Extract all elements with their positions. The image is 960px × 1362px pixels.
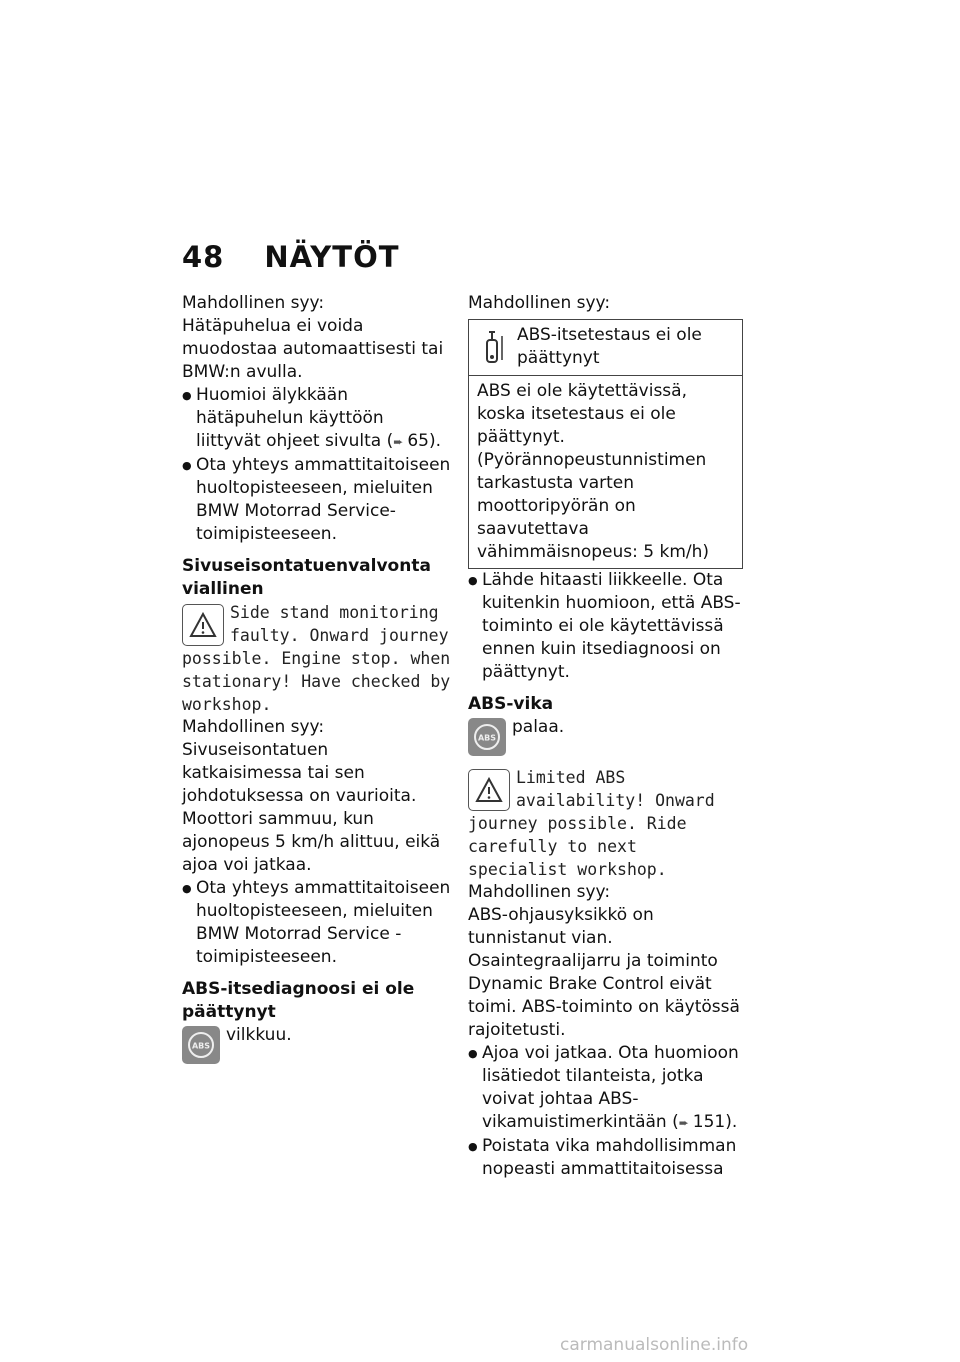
bullet-list	[468, 569, 743, 684]
list-item: ● Lähde hitaasti liikkeelle. Ota kuitenkin huomioon, että ABS-toiminto ei ole käytettävissä ennen kuin itsediagnoosi on päättynyt.	[468, 569, 743, 684]
cause-label: Mahdollinen syy:	[182, 293, 325, 313]
watermark: carmanualsonline.info	[560, 1335, 749, 1355]
page-header	[182, 240, 400, 274]
indicator-state: vilkkuu.	[226, 1025, 292, 1045]
display-message: Side stand monitoring faulty. Onward journey possible. Engine stop. when stationary! Have checked by workshop.	[182, 603, 451, 714]
svg-text:ABS: ABS	[191, 1041, 211, 1051]
svg-text:ABS: ABS	[477, 733, 497, 743]
bullet-list	[182, 877, 452, 969]
list-item: ● Ajoa voi jatkaa. Ota huomioon lisätiedot tilanteista, jotka voivat johtaa ABS-vikamuistimerkintään (➨ 151).	[468, 1042, 743, 1135]
indicator-state: palaa.	[512, 717, 565, 737]
tire-pressure-icon	[481, 328, 507, 371]
abs-icon	[182, 1026, 220, 1064]
cause-label: Mahdollinen syy:	[468, 293, 611, 313]
display-message: Limited ABS availability! Onward journey possible. Ride carefully to next specialist workshop.	[468, 768, 715, 879]
section-heading: Sivuseisontatuenvalvonta viallinen	[182, 556, 431, 599]
warning-icon	[468, 769, 510, 811]
table-header-row	[469, 320, 742, 376]
table-body-cell: ABS ei ole käytettävissä, koska itsetestaus ei ole päättynyt. (Pyörännopeustunnistimen tarkastusta varten moottoripyörän on saavutettava vähimmäisnopeus: 5 km/h)	[477, 381, 710, 562]
section-heading: ABS-vika	[468, 694, 554, 714]
page-reference: 151).	[692, 1112, 738, 1132]
page-reference: 65).	[407, 431, 441, 451]
cause-text: ABS-ohjausyksikkö on tunnistanut vian. Osaintegraalijarru ja toiminto Dynamic Brake Control eivät toimi. ABS-toiminto on käytössä rajoitetusti.	[468, 905, 740, 1040]
cause-text: Hätäpuhelua ei voida muodostaa automaattisesti tai BMW:n avulla.	[182, 316, 444, 382]
list-item: ● Huomioi älykkään hätäpuhelun käyttöön liittyvät ohjeet sivulta (➨ 65).	[182, 384, 452, 454]
cause-label: Mahdollinen syy:	[182, 717, 325, 737]
bullet-list	[182, 384, 452, 546]
cause-text: Sivuseisontatuen katkaisimessa tai sen johdotuksessa on vaurioita. Moottori sammuu, kun ajonopeus 5 km/h alittuu, eikä ajoa voi jatkaa.	[182, 740, 441, 875]
table-header-text: ABS-itsetestaus ei ole päättynyt	[517, 325, 702, 368]
bullet-list	[468, 1042, 743, 1181]
abs-icon	[468, 718, 506, 756]
list-item: ● Ota yhteys ammattitaitoiseen huoltopisteeseen, mieluiten BMW Motorrad Service -toimipisteeseen.	[182, 877, 452, 969]
page-number: 48	[182, 240, 225, 274]
page-title: NÄYTÖT	[264, 240, 400, 274]
list-item: ● Ota yhteys ammattitaitoiseen huoltopisteeseen, mieluiten BMW Motorrad Service-toimipisteeseen.	[182, 454, 452, 546]
section-heading: ABS-itsediagnoosi ei ole päättynyt	[182, 979, 415, 1022]
list-item: ● Poistata vika mahdollisimman nopeasti ammattitaitoisessa	[468, 1135, 743, 1181]
arrow-icon: ➨	[393, 435, 404, 449]
left-column	[182, 292, 452, 1064]
arrow-icon: ➨	[678, 1116, 689, 1130]
info-table	[468, 319, 743, 569]
warning-icon	[182, 604, 224, 646]
right-column	[468, 292, 743, 1181]
cause-label: Mahdollinen syy:	[468, 882, 611, 902]
